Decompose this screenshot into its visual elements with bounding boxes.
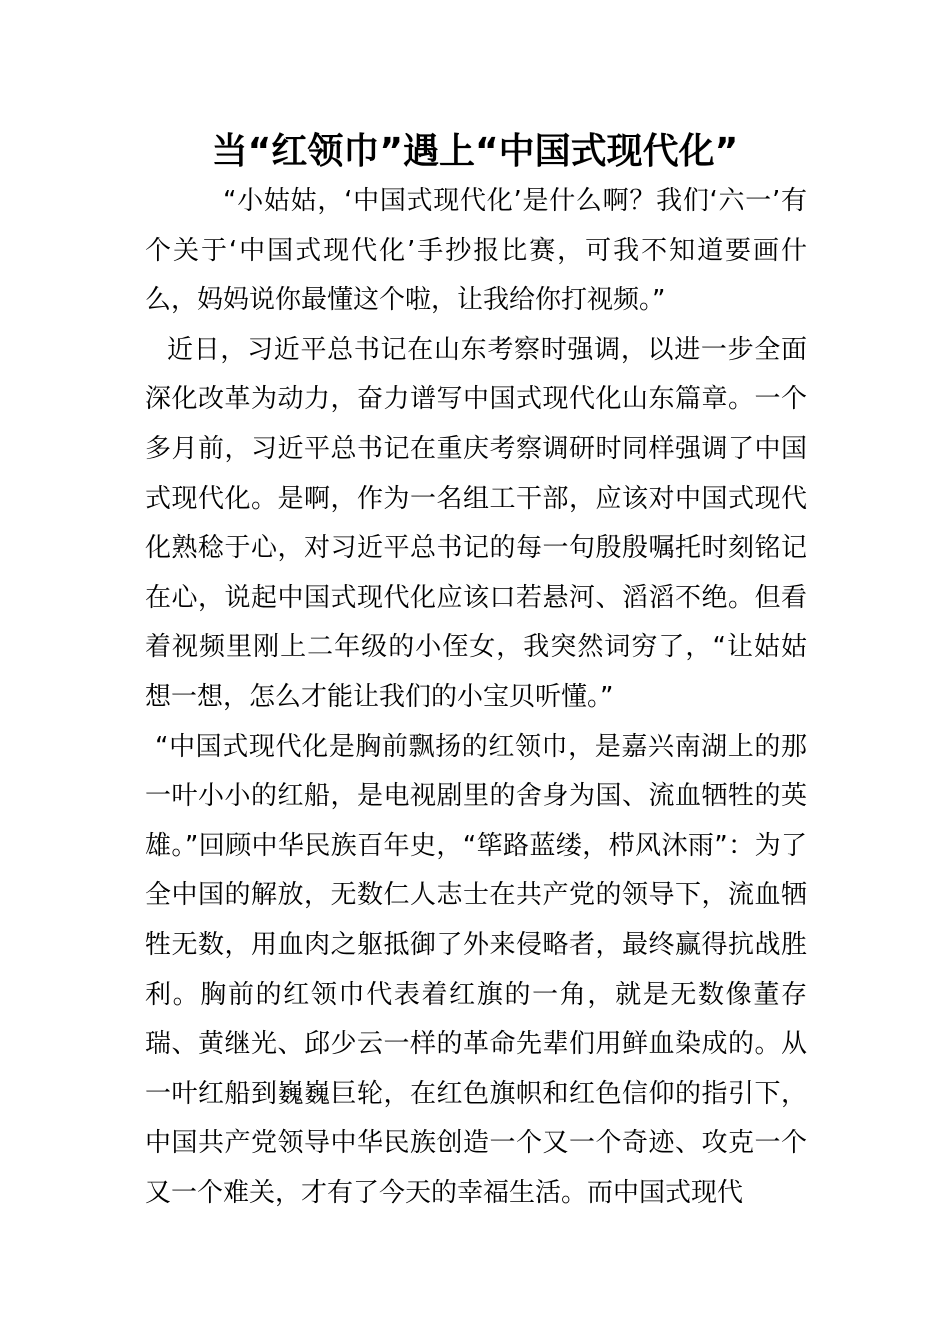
paragraph-1: “小姑姑，‘中国式现代化’是什么啊？我们‘六一’有个关于‘中国式现代化’手抄报比赛，可我不知道要画什么，妈妈说你最懂这个啦，让我给你打视频。” <box>145 186 807 316</box>
document-body <box>145 177 807 1218</box>
paragraph-2: 近日，习近平总书记在山东考察时强调，以进一步全面深化改革为动力，奋力谱写中国式现代化山东篇章。一个多月前，习近平总书记在重庆考察调研时同样强调了中国式现代化。是啊，作为一名组工干部，应该对中国式现代化熟稔于心，对习近平总书记的每一句殷殷嘱托时刻铭记在心，说起中国式现代化应该口若悬河、滔滔不绝。但看着视频里刚上二年级的小侄女，我突然词穷了，“让姑姑想一想，怎么才能让我们的小宝贝听懂。” <box>145 334 807 712</box>
document-title: 当“红领巾”遇上“中国式现代化” <box>211 131 739 172</box>
paragraph-3: “中国式现代化是胸前飘扬的红领巾，是嘉兴南湖上的那一叶小小的红船，是电视剧里的舍身为国、流血牺牲的英雄。”回顾中华民族百年史，“筚路蓝缕，栉风沐雨”：为了全中国的解放，无数仁人志士在共产党的领导下，流血牺牲无数，用血肉之躯抵御了外来侵略者，最终赢得抗战胜利。胸前的红领巾代表着红旗的一角，就是无数像董存瑞、黄继光、邱少云一样的革命先辈们用鲜血染成的。从一叶红船到巍巍巨轮，在红色旗帜和红色信仰的指引下，中国共产党领导中华民族创造一个又一个奇迹、攻克一个又一个难关，才有了今天的幸福生活。而中国式现代 <box>145 731 807 1208</box>
